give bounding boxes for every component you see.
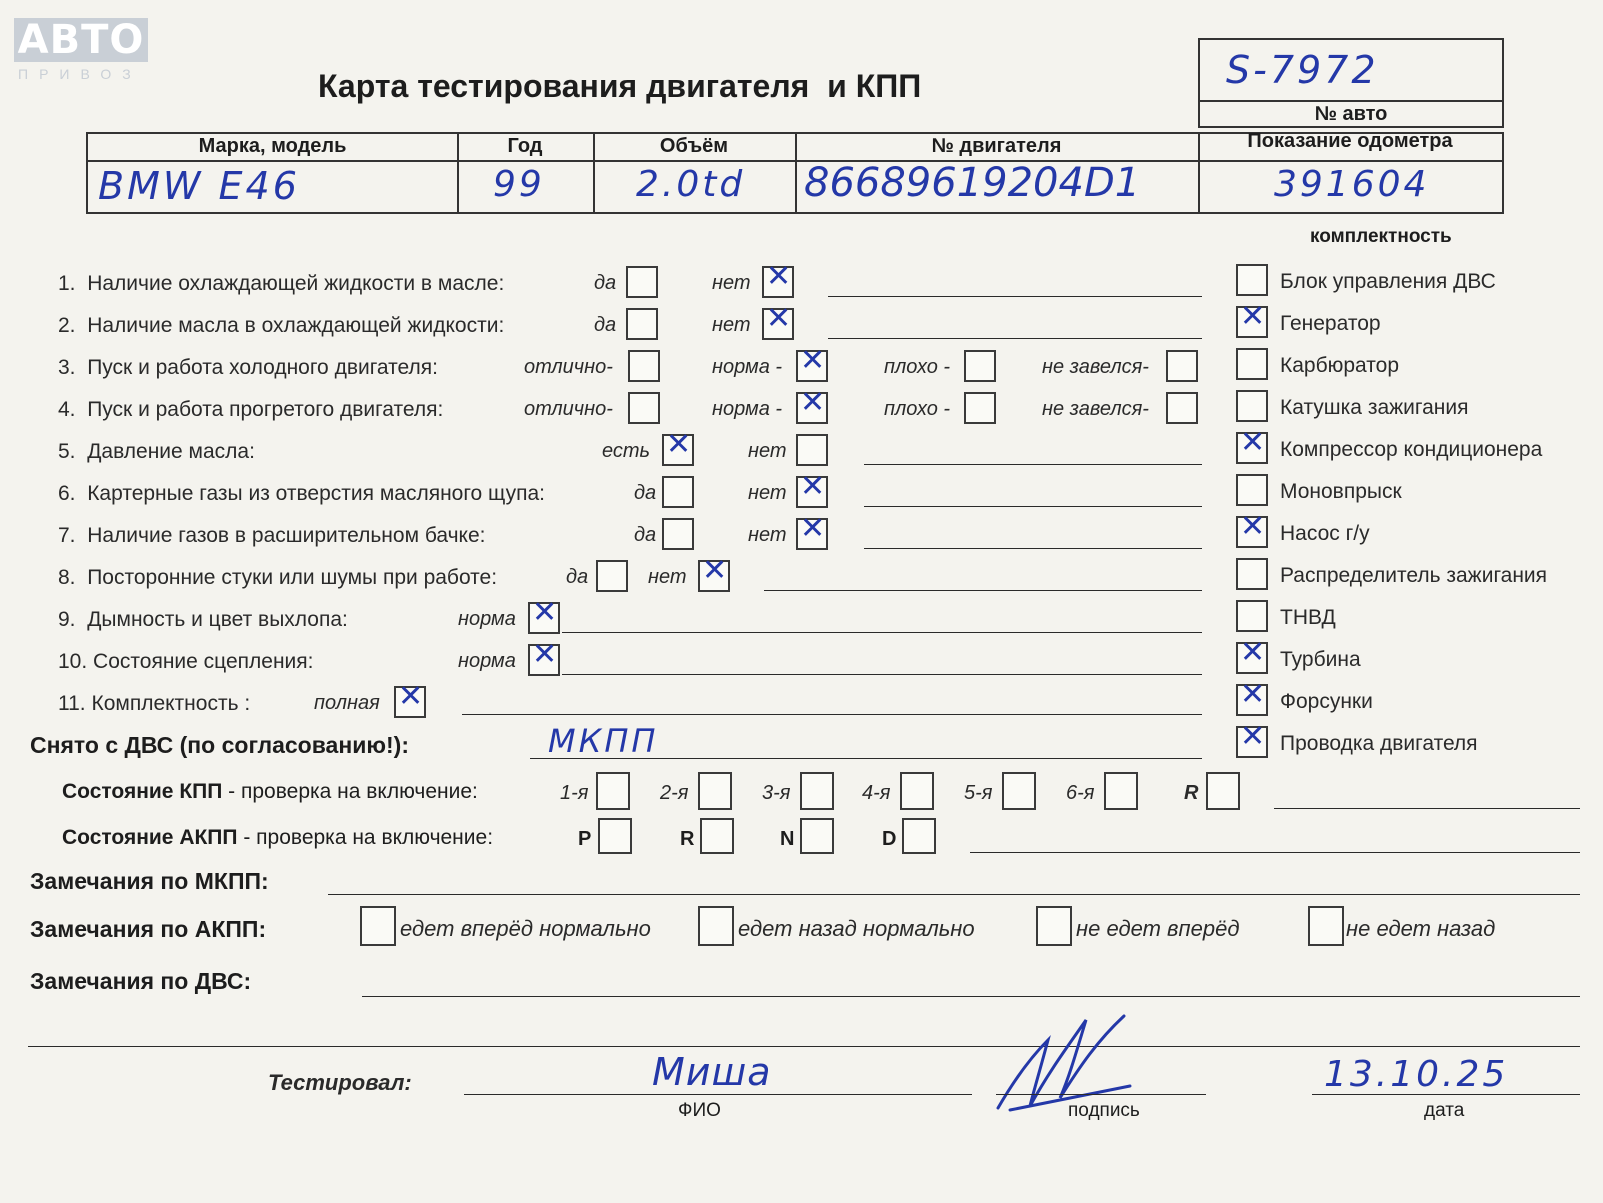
question-text: Наличие масла в охлаждающей жидкости: bbox=[87, 314, 505, 337]
note-line bbox=[864, 464, 1202, 465]
note-line bbox=[562, 674, 1202, 675]
option-label: нет bbox=[748, 482, 787, 504]
kpp-label-rest: - проверка на включение: bbox=[222, 780, 478, 803]
set-label-turbo: Турбина bbox=[1280, 648, 1361, 671]
signature-line bbox=[996, 1094, 1206, 1095]
checkbox-q3-excellent[interactable] bbox=[628, 350, 660, 382]
gear-label: 6-я bbox=[1066, 782, 1095, 804]
option-label: плохо - bbox=[884, 398, 951, 420]
set-checkbox-wiring[interactable] bbox=[1236, 719, 1268, 758]
question-6 bbox=[58, 482, 545, 506]
question-number: 1. bbox=[58, 272, 76, 295]
question-number: 4. bbox=[58, 398, 76, 421]
check-mark-icon: ✕ bbox=[800, 511, 826, 546]
vehicle-table bbox=[86, 132, 1504, 214]
set-label-mono-injection: Моновпрыск bbox=[1280, 480, 1402, 503]
question-number: 3. bbox=[58, 356, 76, 379]
set-title: комплектность bbox=[1310, 226, 1452, 247]
auto-number-box bbox=[1198, 38, 1504, 128]
table-header-volume: Объём bbox=[659, 135, 729, 157]
gear-checkbox-6[interactable] bbox=[1104, 772, 1138, 810]
check-mark-icon: ✕ bbox=[1240, 425, 1266, 460]
question-text: Картерные газы из отверстия масляного щупа: bbox=[87, 482, 545, 505]
question-text: Дымность и цвет выхлопа: bbox=[87, 608, 348, 631]
akpp-label bbox=[62, 826, 493, 850]
table-value-volume: 2.0td bbox=[636, 164, 746, 205]
gear-label: 5-я bbox=[964, 782, 993, 804]
mode-checkbox-n[interactable] bbox=[800, 818, 834, 854]
check-mark-icon: ✕ bbox=[1240, 509, 1266, 544]
gear-label: 4-я bbox=[862, 782, 891, 804]
note-line bbox=[462, 714, 1202, 715]
gear-label: 2-я bbox=[660, 782, 689, 804]
fio-label: ФИО bbox=[678, 1100, 721, 1121]
question-text: Пуск и работа прогретого двигателя: bbox=[87, 398, 444, 421]
set-checkbox-carburetor[interactable] bbox=[1236, 348, 1268, 380]
question-text: Давление масла: bbox=[87, 440, 255, 463]
question-text: Пуск и работа холодного двигателя: bbox=[87, 356, 438, 379]
option-label: нет bbox=[748, 440, 787, 462]
option-label: да bbox=[634, 482, 657, 504]
question-number: 7. bbox=[58, 524, 76, 547]
question-number: 6. bbox=[58, 482, 76, 505]
option-label: да bbox=[594, 272, 617, 294]
question-number: 8. bbox=[58, 566, 76, 589]
gear-checkbox-5[interactable] bbox=[1002, 772, 1036, 810]
note-line bbox=[828, 296, 1202, 297]
check-mark-icon: ✕ bbox=[766, 259, 792, 294]
gear-label: 3-я bbox=[762, 782, 791, 804]
checkbox-q6-yes[interactable] bbox=[662, 476, 694, 508]
mode-label: N bbox=[780, 828, 795, 850]
checkbox-q3-bad[interactable] bbox=[964, 350, 996, 382]
set-checkbox-turbo[interactable] bbox=[1236, 635, 1268, 674]
set-checkbox-injectors[interactable] bbox=[1236, 677, 1268, 716]
auto-number-divider bbox=[1200, 100, 1502, 102]
option-label: плохо - bbox=[884, 356, 951, 378]
gear-label: 1-я bbox=[560, 782, 589, 804]
note-line bbox=[828, 338, 1202, 339]
set-label-carburetor: Карбюратор bbox=[1280, 354, 1400, 377]
set-label-fuel-pump: ТНВД bbox=[1280, 606, 1336, 629]
checkbox-q2-no[interactable] bbox=[762, 301, 794, 340]
option-label: нет bbox=[748, 524, 787, 546]
checkbox-q6-no[interactable] bbox=[796, 469, 828, 508]
gear-checkbox-1[interactable] bbox=[596, 772, 630, 810]
set-checkbox-ac-compressor[interactable] bbox=[1236, 425, 1268, 464]
checkbox-q4-excellent[interactable] bbox=[628, 392, 660, 424]
mode-checkbox-d[interactable] bbox=[902, 818, 936, 854]
question-7 bbox=[58, 524, 486, 548]
table-header-engine-number: № двигателя bbox=[931, 135, 1062, 157]
question-8 bbox=[58, 566, 497, 590]
akpp-label-rest: - проверка на включение: bbox=[237, 826, 494, 849]
question-number: 9. bbox=[58, 608, 76, 631]
signature-label: подпись bbox=[1068, 1100, 1140, 1121]
table-header-year: Год bbox=[507, 135, 543, 157]
check-mark-icon: ✕ bbox=[1240, 677, 1266, 712]
set-checkbox-ps-pump[interactable] bbox=[1236, 509, 1268, 548]
fio-value: Миша bbox=[652, 1050, 772, 1094]
akpp-remark-backward-ok: едет назад нормально bbox=[738, 916, 975, 941]
akpp-remark-checkbox-forward-ok[interactable] bbox=[360, 906, 396, 946]
set-label-injectors: Форсунки bbox=[1280, 690, 1373, 713]
table-value-odometer: 391604 bbox=[1274, 164, 1430, 205]
checkbox-q2-yes[interactable] bbox=[626, 308, 658, 340]
removed-label: Снято с ДВС (по согласованию!): bbox=[30, 732, 409, 758]
set-checkbox-distributor[interactable] bbox=[1236, 558, 1268, 590]
option-label: отлично- bbox=[524, 398, 613, 420]
set-checkbox-generator[interactable] bbox=[1236, 299, 1268, 338]
table-value-model: BMW E46 bbox=[98, 164, 300, 208]
set-label-ps-pump: Насос г/у bbox=[1280, 522, 1370, 545]
check-mark-icon: ✕ bbox=[1240, 635, 1266, 670]
logo bbox=[14, 18, 148, 62]
akpp-remark-checkbox-no-backward[interactable] bbox=[1308, 906, 1344, 946]
mode-label: D bbox=[882, 828, 897, 850]
gear-label: R bbox=[1184, 782, 1199, 804]
akpp-remark-no-forward: не едет вперёд bbox=[1076, 916, 1240, 941]
check-mark-icon: ✕ bbox=[532, 595, 558, 630]
akpp-remark-no-backward: не едет назад bbox=[1346, 916, 1496, 941]
question-2 bbox=[58, 314, 504, 338]
kpp-note-line bbox=[1274, 808, 1580, 809]
checkbox-q1-no[interactable] bbox=[762, 259, 794, 298]
auto-number-value: S-7972 bbox=[1226, 48, 1379, 92]
question-3 bbox=[58, 356, 438, 380]
option-label: нет bbox=[712, 272, 751, 294]
kpp-label bbox=[62, 780, 478, 804]
check-mark-icon: ✕ bbox=[1240, 719, 1266, 754]
question-text: Посторонние стуки или шумы при работе: bbox=[87, 566, 498, 589]
tested-label: Тестировал: bbox=[268, 1070, 412, 1095]
akpp-label-bold: Состояние АКПП bbox=[62, 826, 238, 849]
option-label: полная bbox=[314, 692, 380, 714]
page-title: Карта тестирования двигателя и КПП bbox=[318, 68, 922, 104]
date-value: 13.10.25 bbox=[1324, 1054, 1509, 1095]
checkbox-q10-normal[interactable] bbox=[528, 637, 560, 676]
question-text: Наличие газов в расширительном бачке: bbox=[87, 524, 486, 547]
question-text: Состояние сцепления: bbox=[93, 650, 314, 673]
question-text: Наличие охлаждающей жидкости в масле: bbox=[87, 272, 505, 295]
question-number: 2. bbox=[58, 314, 76, 337]
checkbox-q4-bad[interactable] bbox=[964, 392, 996, 424]
question-9 bbox=[58, 608, 348, 632]
question-4 bbox=[58, 398, 443, 422]
set-label-ignition-coil: Катушка зажигания bbox=[1280, 396, 1469, 419]
option-label: есть bbox=[602, 440, 651, 462]
table-value-year: 99 bbox=[493, 164, 545, 205]
checkbox-q1-yes[interactable] bbox=[626, 266, 658, 298]
logo-main: АВТО bbox=[17, 17, 145, 63]
remarks-dvs-line-2 bbox=[28, 1046, 1580, 1047]
note-line bbox=[864, 506, 1202, 507]
table-header-model: Марка, модель bbox=[198, 135, 347, 157]
question-10 bbox=[58, 650, 313, 674]
question-1 bbox=[58, 272, 504, 296]
set-label-wiring: Проводка двигателя bbox=[1280, 732, 1478, 755]
question-number: 10. bbox=[58, 650, 88, 673]
checkbox-q4-not-started[interactable] bbox=[1166, 392, 1198, 424]
question-5 bbox=[58, 440, 255, 464]
logo-sub: ПРИВОЗ bbox=[18, 66, 142, 82]
option-label: отлично- bbox=[524, 356, 613, 378]
set-label-ac-compressor: Компрессор кондиционера bbox=[1280, 438, 1543, 461]
check-mark-icon: ✕ bbox=[532, 637, 558, 672]
check-mark-icon: ✕ bbox=[766, 301, 792, 336]
check-mark-icon: ✕ bbox=[702, 553, 728, 588]
akpp-remark-forward-ok: едет вперёд нормально bbox=[400, 916, 651, 941]
check-mark-icon: ✕ bbox=[1240, 299, 1266, 334]
option-label: норма bbox=[458, 650, 516, 672]
question-text: Комплектность : bbox=[91, 692, 251, 715]
set-checkbox-mono-injection[interactable] bbox=[1236, 474, 1268, 506]
question-number: 5. bbox=[58, 440, 76, 463]
mode-label: R bbox=[680, 828, 695, 850]
checkbox-q11-full[interactable] bbox=[394, 679, 426, 718]
checkbox-q9-normal[interactable] bbox=[528, 595, 560, 634]
remarks-dvs-line bbox=[362, 996, 1580, 997]
checkbox-q8-no[interactable] bbox=[698, 553, 730, 592]
note-line bbox=[562, 632, 1202, 633]
note-line bbox=[864, 548, 1202, 549]
kpp-label-bold: Состояние КПП bbox=[62, 780, 223, 803]
fio-line bbox=[464, 1094, 972, 1095]
checkbox-q5-no[interactable] bbox=[796, 434, 828, 466]
check-mark-icon: ✕ bbox=[800, 385, 826, 420]
note-line bbox=[764, 590, 1202, 591]
set-label-generator: Генератор bbox=[1280, 312, 1381, 335]
checkbox-q8-yes[interactable] bbox=[596, 560, 628, 592]
set-checkbox-ecu[interactable] bbox=[1236, 264, 1268, 296]
remarks-akpp-label: Замечания по АКПП: bbox=[30, 916, 267, 942]
set-checkbox-ignition-coil[interactable] bbox=[1236, 390, 1268, 422]
table-header-odometer: Показание одометра bbox=[1247, 130, 1453, 152]
akpp-note-line bbox=[970, 852, 1580, 853]
option-label: не завелся- bbox=[1042, 356, 1149, 378]
check-mark-icon: ✕ bbox=[800, 343, 826, 378]
option-label: нет bbox=[712, 314, 751, 336]
mode-checkbox-p[interactable] bbox=[598, 818, 632, 854]
checkbox-q7-yes[interactable] bbox=[662, 518, 694, 550]
gear-checkbox-4[interactable] bbox=[900, 772, 934, 810]
set-label-ecu: Блок управления ДВС bbox=[1280, 270, 1496, 293]
option-label: нет bbox=[648, 566, 687, 588]
removed-line bbox=[530, 758, 1202, 759]
check-mark-icon: ✕ bbox=[398, 679, 424, 714]
date-line bbox=[1312, 1094, 1580, 1095]
date-label: дата bbox=[1424, 1100, 1465, 1121]
mode-checkbox-r[interactable] bbox=[700, 818, 734, 854]
option-label: норма - bbox=[712, 398, 783, 420]
question-11 bbox=[58, 692, 250, 716]
akpp-remark-checkbox-backward-ok[interactable] bbox=[698, 906, 734, 946]
option-label: да bbox=[594, 314, 617, 336]
option-label: норма bbox=[458, 608, 516, 630]
gear-checkbox-r[interactable] bbox=[1206, 772, 1240, 810]
option-label: не завелся- bbox=[1042, 398, 1149, 420]
checkbox-q3-not-started[interactable] bbox=[1166, 350, 1198, 382]
option-label: норма - bbox=[712, 356, 783, 378]
auto-number-label: № авто bbox=[1314, 103, 1388, 125]
checkbox-q3-normal[interactable] bbox=[796, 343, 828, 382]
option-label: да bbox=[634, 524, 657, 546]
checkbox-q4-normal[interactable] bbox=[796, 385, 828, 424]
removed-value: МКПП bbox=[548, 722, 659, 760]
option-label: да bbox=[566, 566, 589, 588]
checkbox-q7-no[interactable] bbox=[796, 511, 828, 550]
set-checkbox-fuel-pump[interactable] bbox=[1236, 600, 1268, 632]
remarks-mkpp-line bbox=[328, 894, 1580, 895]
check-mark-icon: ✕ bbox=[666, 427, 692, 462]
check-mark-icon: ✕ bbox=[800, 469, 826, 504]
akpp-remark-checkbox-no-forward[interactable] bbox=[1036, 906, 1072, 946]
table-value-engine-number: 86689619204D1 bbox=[804, 160, 1141, 206]
remarks-mkpp-label: Замечания по МКПП: bbox=[30, 868, 269, 894]
gear-checkbox-2[interactable] bbox=[698, 772, 732, 810]
remarks-dvs-label: Замечания по ДВС: bbox=[30, 968, 252, 994]
checkbox-q5-yes[interactable] bbox=[662, 427, 694, 466]
mode-label: P bbox=[578, 828, 592, 850]
question-number: 11. bbox=[58, 692, 86, 715]
gear-checkbox-3[interactable] bbox=[800, 772, 834, 810]
set-label-distributor: Распределитель зажигания bbox=[1280, 564, 1548, 587]
